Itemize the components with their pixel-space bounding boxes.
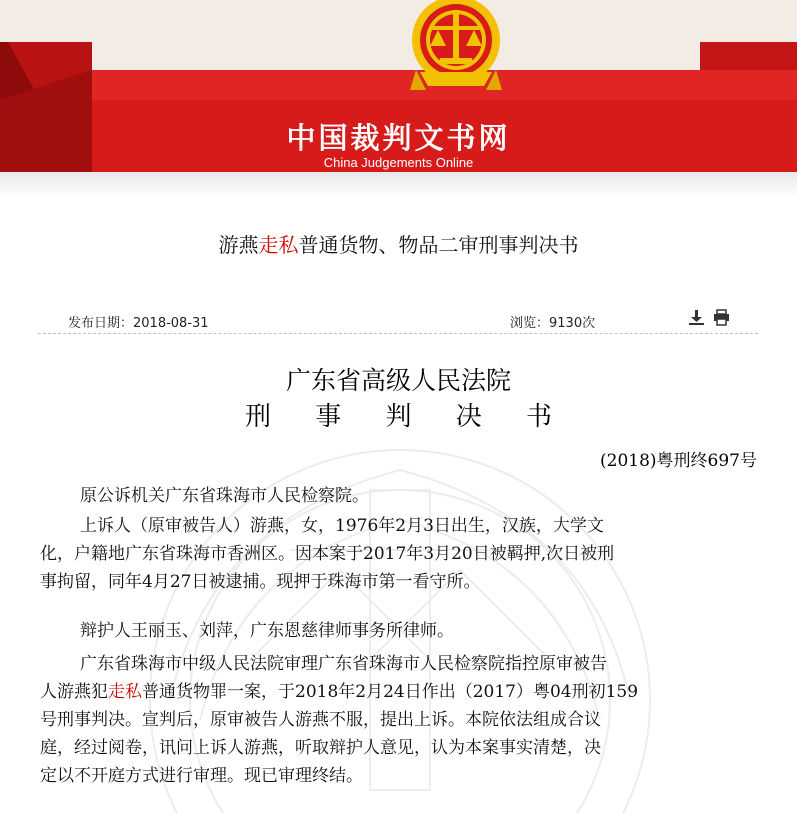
divider: [38, 333, 758, 334]
text-line: 庭，经过阅卷，讯问上诉人游燕，听取辩护人意见，认为本案事实清楚，决: [40, 738, 601, 758]
document-type: 刑 事 判 决 书: [244, 402, 571, 432]
paragraph-prosecutor: [40, 482, 758, 510]
site-banner: [0, 0, 797, 172]
text-line: 号刑事判决。宣判后，原审被告人游燕不服，提出上诉。本院依法组成合议: [40, 710, 601, 730]
text-line: 原公诉机关广东省珠海市人民检察院。: [80, 486, 369, 506]
document-actions: [688, 309, 730, 326]
case-title-highlight: 走私: [258, 233, 299, 257]
court-emblem-icon: [410, 0, 502, 90]
case-number: (2018)粤刑终697号: [600, 451, 757, 471]
text-line: 化，户籍地广东省珠海市香洲区。因本案于2017年3月20日被羁押,次日被刑: [40, 544, 615, 564]
paragraph-appellant: [40, 512, 758, 596]
case-title-part: 游燕: [218, 233, 259, 257]
text-line: 定以不开庭方式进行审理。现已审理终结。: [40, 766, 363, 786]
text-line: 事拘留，同年4月27日被逮捕。现押于珠海市第一看守所。: [40, 572, 481, 592]
paragraph-defense: [40, 617, 758, 645]
case-title-part: 普通货物、物品二审刑事判决书: [298, 233, 579, 257]
site-subtitle: China Judgements Online: [323, 155, 474, 170]
case-title: [0, 229, 797, 258]
text-part: 普通货物罪一案，于2018年2月24日作出（2017）粤04刑初159: [142, 682, 639, 702]
view-count: 浏览：9130次: [510, 316, 596, 331]
text-line: 广东省珠海市中级人民法院审理广东省珠海市人民检察院指控原审被告: [80, 654, 607, 674]
text-part: 人游燕犯: [40, 682, 108, 702]
publish-date: 发布日期：2018-08-31: [68, 316, 209, 331]
text-line: 上诉人（原审被告人）游燕，女，1976年2月3日出生，汉族，大学文: [80, 516, 604, 536]
text-line: 辩护人王丽玉、刘萍，广东恩慈律师事务所律师。: [80, 621, 454, 641]
print-icon[interactable]: [713, 309, 730, 326]
header-shadow: [0, 172, 797, 198]
keyword-highlight: 走私: [108, 682, 142, 702]
text-line: [40, 678, 758, 706]
paragraph-procedure: [40, 650, 758, 790]
download-icon[interactable]: [688, 309, 705, 326]
site-title: 中国裁判文书网: [286, 121, 511, 155]
court-name: 广东省高级人民法院: [285, 366, 511, 395]
